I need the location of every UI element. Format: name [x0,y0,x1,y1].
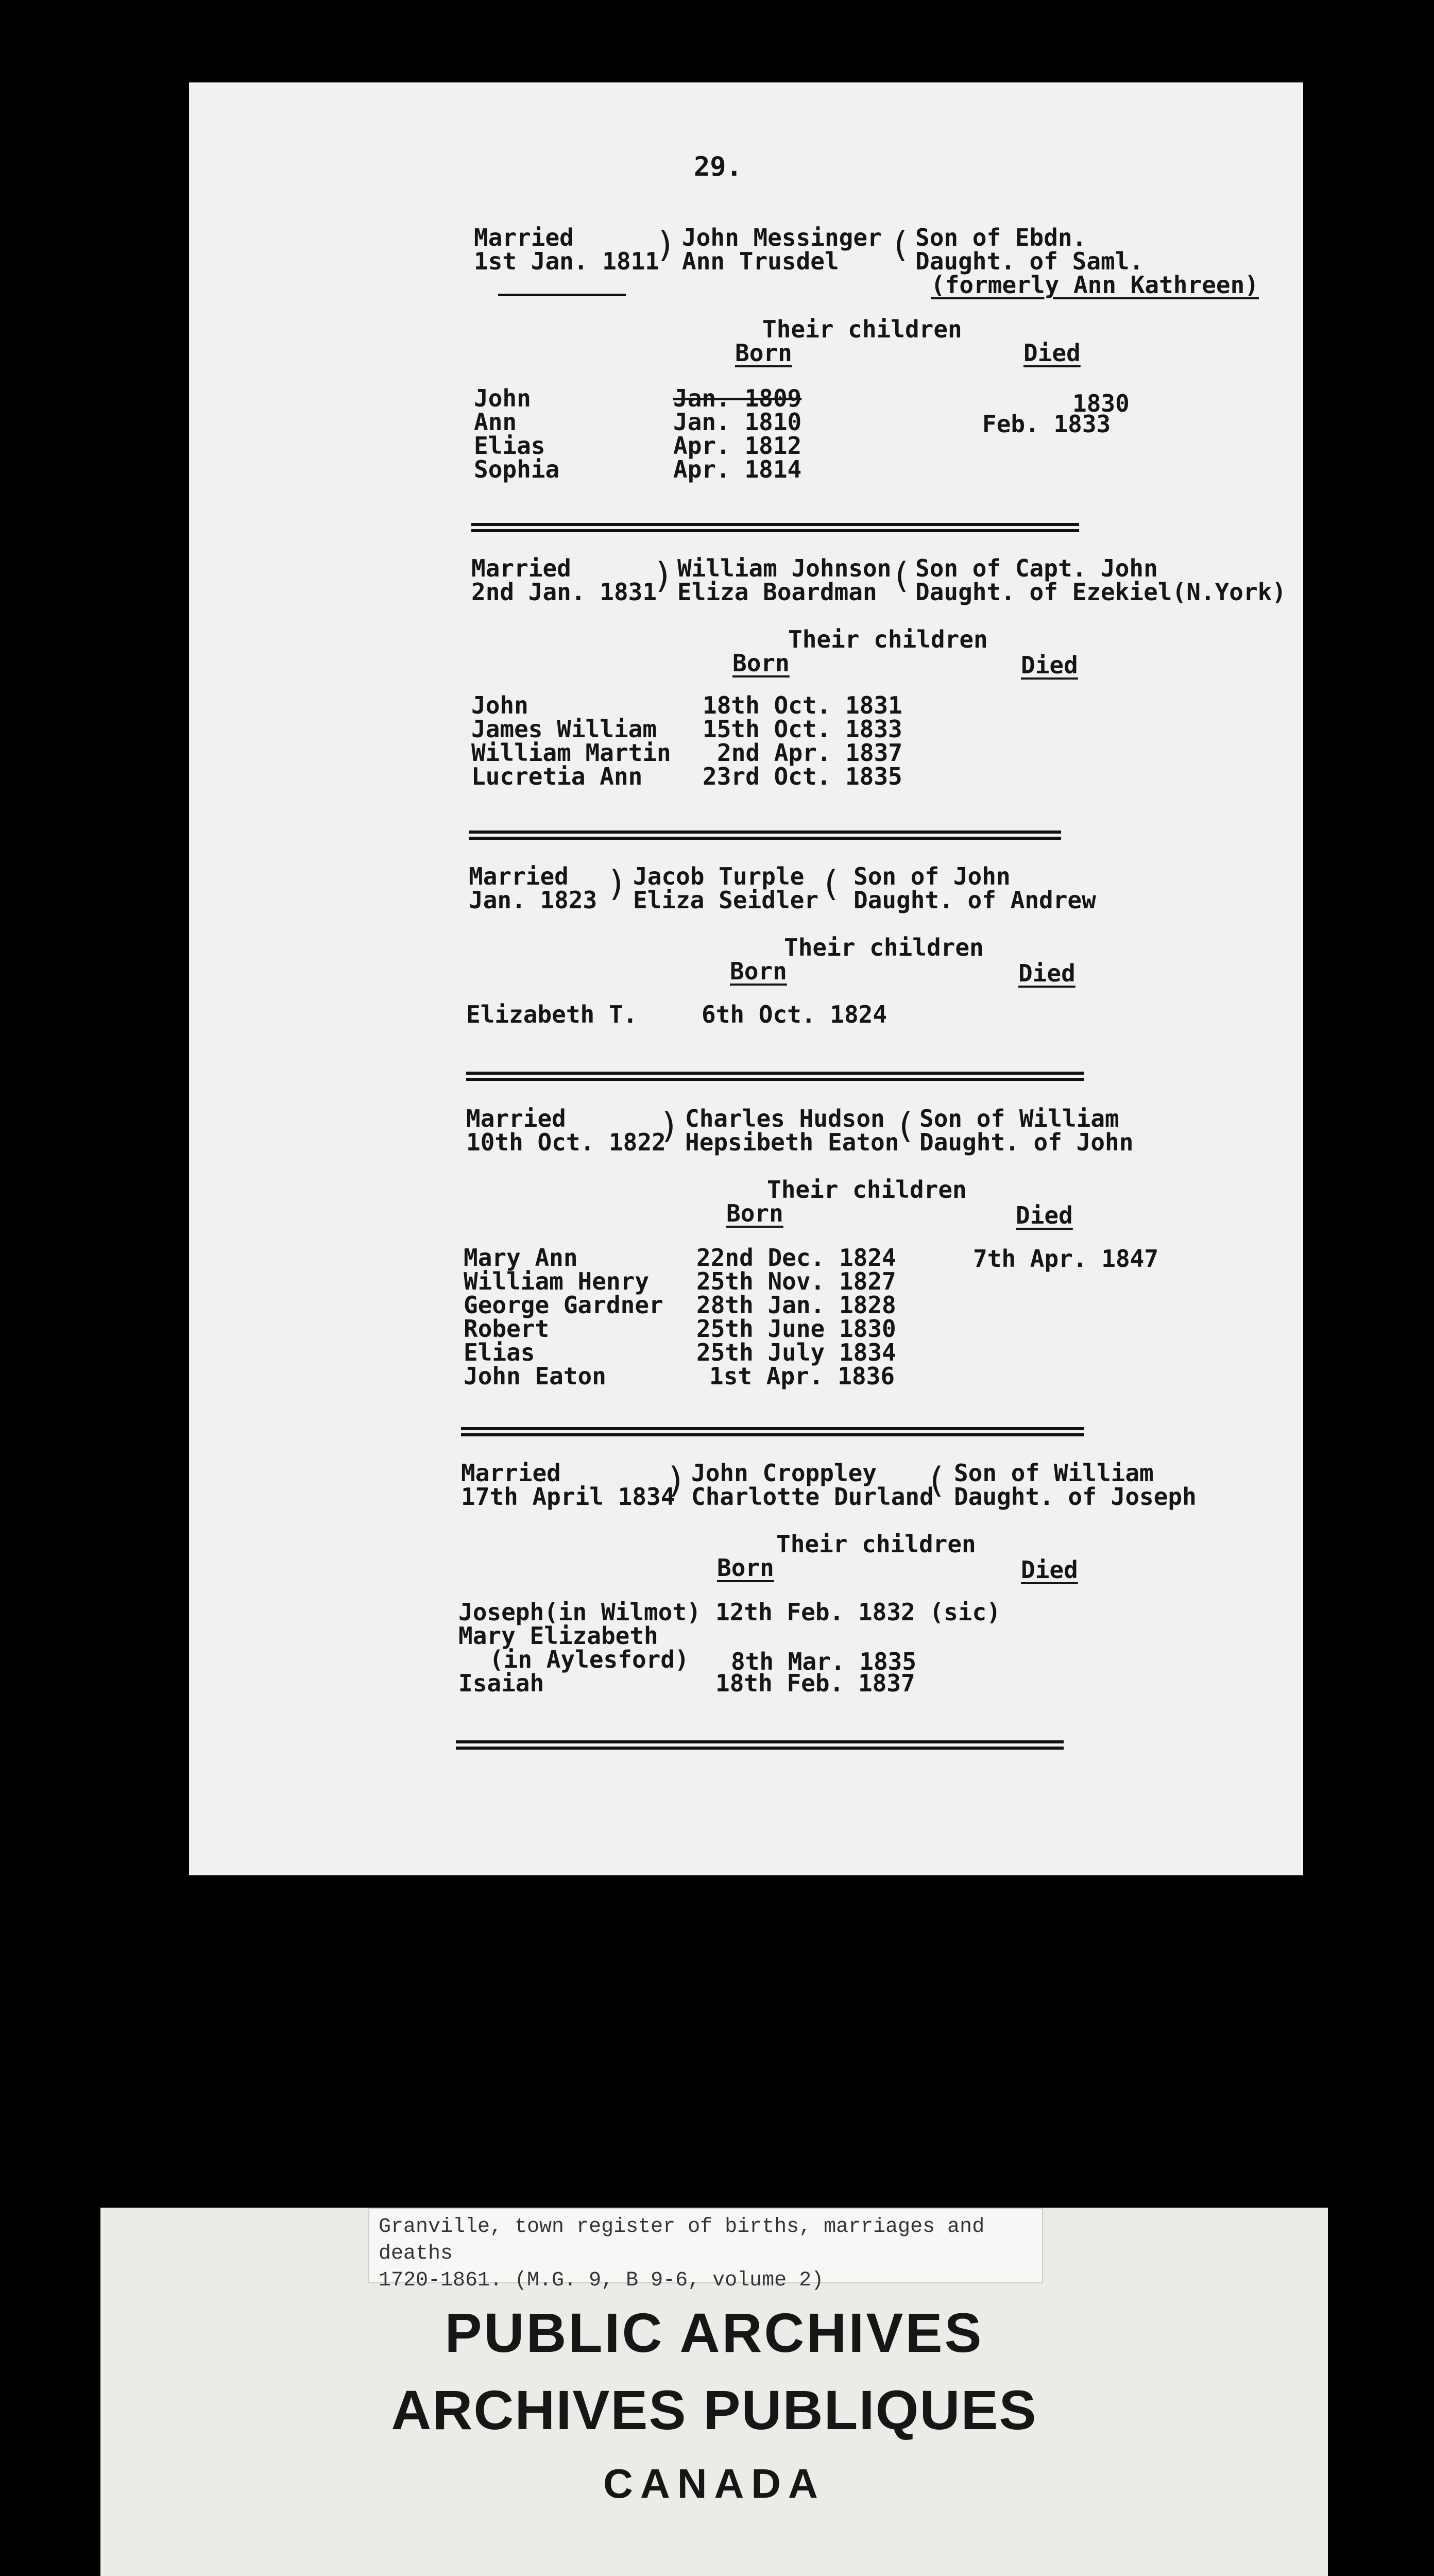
child-name: Mary Elizabeth [458,1622,658,1650]
bracket-left: ( [891,555,912,596]
child-died: Feb. 1833 [982,410,1111,438]
child-born: 25th July 1834 [696,1338,896,1366]
child-name: Elias [474,432,545,460]
country-name: CANADA [603,2461,825,2506]
child-born: 25th Nov. 1827 [696,1267,896,1295]
section-divider [456,1740,1064,1750]
bracket-left: ( [926,1460,947,1501]
archives-target-card [100,2208,1328,2576]
register-page [189,82,1303,1875]
children-heading: Their children [776,1530,976,1558]
children-heading: Their children [788,625,988,653]
child-name: George Gardner [464,1291,663,1319]
child-name: John Eaton [464,1362,606,1390]
child-name: (in Aylesford) [489,1646,689,1673]
married-label: Married [466,1105,566,1132]
section-divider [466,1072,1084,1081]
wife-name: Eliza Boardman [677,578,877,606]
born-column-label: Born [726,1199,783,1227]
husband-parent: Son of William [919,1105,1119,1132]
child-born: 1st Apr. 1836 [709,1362,895,1390]
bracket-right: ) [606,863,627,904]
wife-name: Charlotte Durland [691,1483,934,1511]
child-name: John [471,691,528,719]
bracket-right: ) [665,1460,687,1501]
child-born: 2nd Apr. 1837 [717,739,903,767]
child-born: 18th Feb. 1837 [715,1669,915,1697]
died-column-label: Died [1018,959,1076,987]
died-column-label: Died [1016,1201,1073,1229]
bracket-left: ( [820,863,841,904]
children-heading: Their children [762,315,962,343]
child-name: Mary Ann [464,1244,578,1272]
catalogue-label-line1: Granville, town register of births, marriages and deaths [379,2215,985,2265]
husband-name: John Croppley [691,1459,877,1487]
child-name: John [474,384,531,412]
born-column-label: Born [732,649,790,677]
child-born: 18th Oct. 1831 [703,691,902,719]
child-name: Sophia [474,455,560,483]
catalogue-label [368,2208,1043,2292]
wife-name: Ann Trusdel [682,247,839,275]
catalogue-label-line2: 1720-1861. (M.G. 9, B 9-6, volume 2) [379,2269,824,2292]
child-name: Lucretia Ann [471,762,643,790]
underline-rule [498,294,626,296]
section-divider [469,831,1061,840]
child-name: Ann [474,408,517,436]
children-heading: Their children [767,1176,967,1204]
born-column-label: Born [730,957,787,985]
child-name: Joseph(in Wilmot) [458,1598,701,1626]
wife-parent: Daught. of Ezekiel(N.York) [915,578,1287,606]
husband-name: John Messinger [682,224,882,251]
husband-name: Jacob Turple [633,862,805,890]
child-name: William Martin [471,739,671,767]
marriage-date: Jan. 1823 [469,886,598,914]
child-died: 7th Apr. 1847 [973,1245,1159,1273]
bracket-right: ) [653,555,674,596]
husband-parent: Son of William [954,1459,1154,1487]
child-died: 1830 [1072,389,1130,417]
wife-parent: Daught. of John [919,1128,1134,1156]
child-born: 23rd Oct. 1835 [703,762,902,790]
child-born: 28th Jan. 1828 [696,1291,896,1319]
married-label: Married [471,554,571,582]
husband-name: William Johnson [677,554,892,582]
child-born: 25th June 1830 [696,1315,896,1343]
married-label: Married [461,1459,561,1487]
marriage-date: 10th Oct. 1822 [466,1128,666,1156]
child-name: Robert [464,1315,550,1343]
child-born: Jan. 1810 [673,408,802,436]
child-born: Apr. 1814 [673,455,802,483]
bracket-left: ( [895,1106,916,1146]
bracket-right: ) [655,225,676,265]
died-column-label: Died [1023,339,1081,367]
husband-parent: Son of Ebdn. [915,224,1087,251]
wife-name: Hepsibeth Eaton [685,1128,899,1156]
married-label: Married [469,862,569,890]
child-born: 15th Oct. 1833 [703,715,902,743]
title-english: PUBLIC ARCHIVES [445,2301,984,2364]
died-column-label: Died [1021,1556,1078,1584]
bracket-left: ( [890,225,911,265]
marriage-date: 2nd Jan. 1831 [471,578,657,606]
child-born: Apr. 1812 [673,432,802,460]
maiden-name-note: (formerly Ann Kathreen) [931,271,1259,299]
married-label: Married [474,224,574,251]
child-name: Elizabeth T. [466,1001,638,1028]
title-french: ARCHIVES PUBLIQUES [391,2379,1037,2441]
wife-name: Eliza Seidler [633,886,819,914]
marriage-date: 1st Jan. 1811 [474,247,660,275]
child-born: Jan. 1809 [673,384,802,412]
husband-parent: Son of John [853,862,1011,890]
page-number: 29. [694,151,742,182]
marriage-date: 17th April 1834 [461,1483,675,1511]
wife-parent: Daught. of Andrew [853,886,1096,914]
section-divider [471,523,1079,532]
husband-parent: Son of Capt. John [915,554,1158,582]
child-born: 22nd Dec. 1824 [696,1244,896,1272]
bracket-right: ) [659,1106,680,1146]
wife-parent: Daught. of Joseph [954,1483,1197,1511]
child-name: William Henry [464,1267,650,1295]
child-name: Elias [464,1338,535,1366]
child-name: Isaiah [458,1669,544,1697]
wife-parent: Daught. of Saml. [915,247,1144,275]
child-name: James William [471,715,657,743]
died-column-label: Died [1021,651,1078,679]
child-born: 6th Oct. 1824 [702,1001,887,1028]
section-divider [461,1427,1084,1436]
husband-name: Charles Hudson [685,1105,885,1132]
born-column-label: Born [735,339,792,367]
born-column-label: Born [717,1554,774,1582]
children-heading: Their children [784,934,984,961]
child-born: 8th Mar. 1835 [731,1648,917,1675]
child-born: 12th Feb. 1832 (sic) [715,1598,1001,1626]
